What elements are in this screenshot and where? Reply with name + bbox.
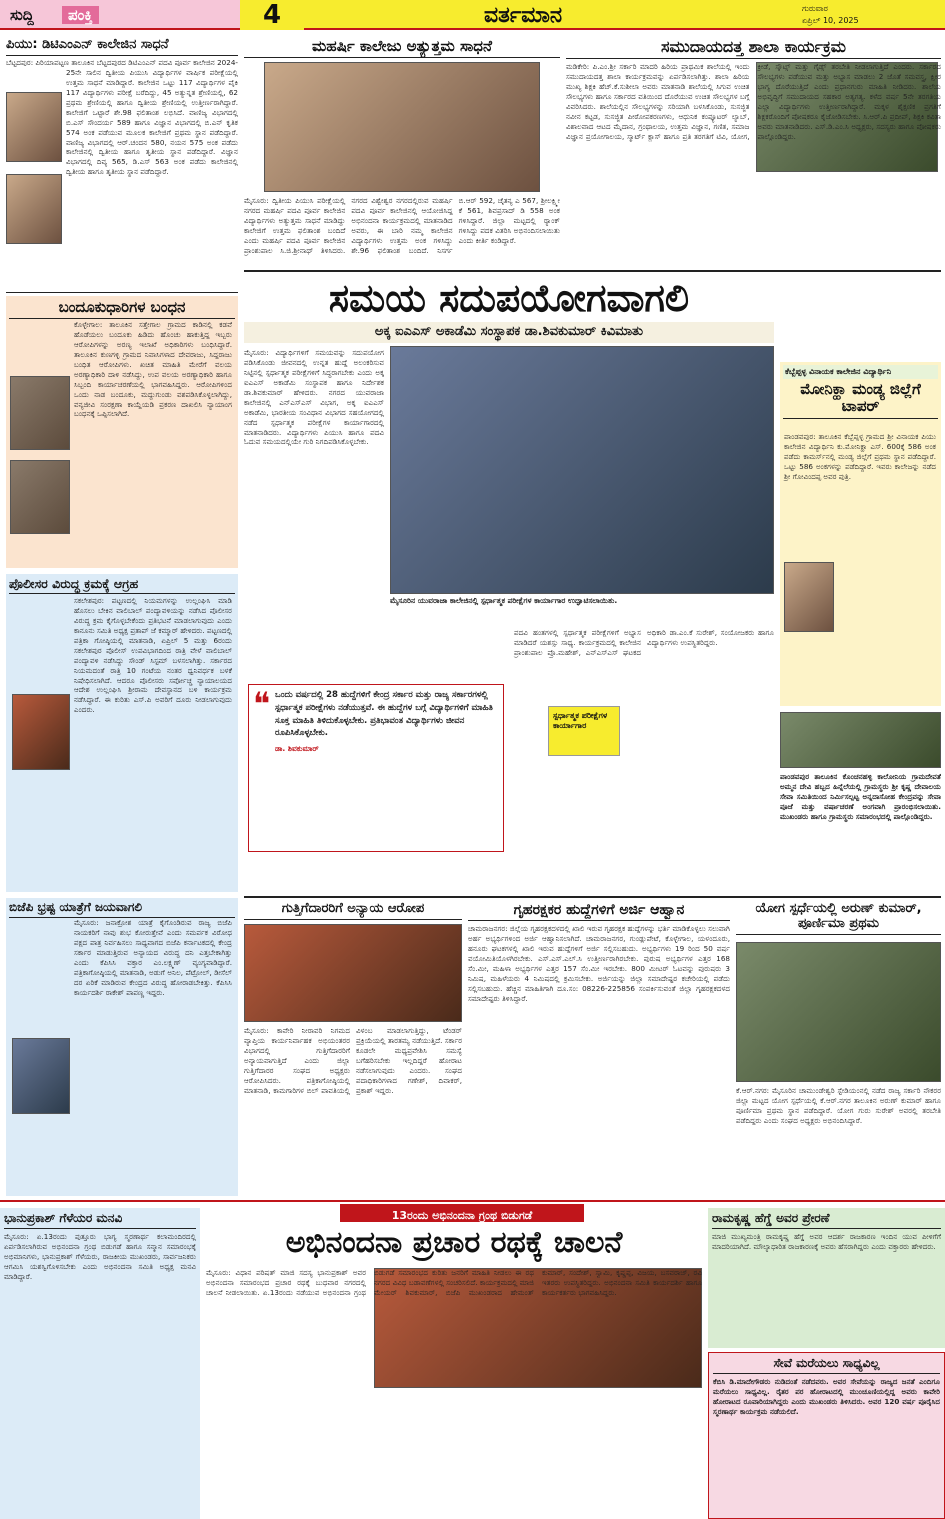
headline: ಪೊಲೀಸರ ವಿರುದ್ಧ ಕ್ರಮಕ್ಕೆ ಆಗ್ರಹ — [9, 577, 235, 594]
article-home-guards — [468, 902, 730, 1196]
body-text-1: ಮೈಸೂರು: ವಿದ್ಯಾರ್ಥಿಗಳಿಗೆ ಸಮಯವನ್ನು ಸದುಪಯೋಗ ಪಡಿಸಿಕೊಂಡು ಜೀವನದಲ್ಲಿ ಉನ್ನತ ಹುದ್ದೆ ಅಲಂಕರಿಸುವ ನಿಟ್ಟಿನಲ್ಲಿ ಸ್ಪರ್ಧಾತ್ಮಕ ಪರೀಕ್ಷೆಗಳಿಗೆ ಸಿದ್ಧರಾಗಬೇಕು ಎಂದು ಅಕ್ಕ ಐಎಎಸ್ ಅಕಾಡೆಮಿ ಸಂಸ್ಥಾಪಕ ಹಾಗೂ ನಿರ್ದೇಶಕ ಡಾ.ಶಿವಕುಮಾರ್ ಹೇಳಿದರು. ನಗರದ ಯುವರಾಜಾ ಕಾಲೇಜಿನಲ್ಲಿ ಎನ್ಎಸ್ಎಸ್ ವಿಭಾಗ, ಅಕ್ಕ ಐಎಎಸ್ ಅಕಾಡೆಮಿ, ಭಾರತೀಯ ಸಂವಿಧಾನ ವಿಭಾಗದ ಸಹಯೋಗದಲ್ಲಿ ನಡೆದ ಸ್ಪರ್ಧಾತ್ಮಕ ಪರೀಕ್ಷೆಗಳ ಕಾರ್ಯಾಗಾರದಲ್ಲಿ ಮಾತನಾಡಿದರು. ವಿದ್ಯಾರ್ಥಿಗಳು ಪಿಯುಸಿ ಹಾಗೂ ಪದವಿ ಓದುವ ಸಮಯದಲ್ಲಿಯೇ ಗುರಿ ನಿಗದಿಪಡಿಸಿಕೊಳ್ಳಬೇಕು. — [244, 348, 384, 447]
article-hegde-inspiration — [708, 1208, 945, 1348]
body-text: ಸಕಲೇಶಪುರ: ಪಟ್ಟಣದಲ್ಲಿ ನಿಯಮಗಳನ್ನು ಉಲ್ಲಂಘಿಸಿ ಮಾಡಿ ಹೊಸಲು ಬೇಕಿನ ವಾಲಿಬಾಲ್ ಪಂದ್ಯಾವಳಿಯನ್ನು ನಡೆಸಿದ ಪೊಲೀಸರ ವಿರುದ್ಧ ಕ್ರಮ ಕೈಗೊಳ್ಳಬೇಕೆಂದು ಪ್ರತಿಭಟನೆ ಮಾಡಲಾಗುವುದು ಎಂದು ಕಾನೂನು ಸಮಿತಿ ಅಧ್ಯಕ್ಷ ಪ್ರತಾಪ್ ಜೆ ಕಮ್ಮಾರ್ ಹೇಳಿದರು. ಪಟ್ಟಣದಲ್ಲಿ ಪತ್ರಿಕಾ ಗೋಷ್ಠಿಯಲ್ಲಿ ಮಾತನಾಡಿ, ಏಪ್ರಿಲ್ 5 ಮತ್ತು 6ರಂದು ಸಕಲೇಶಪುರ ಪೊಲೀಸ್ ಉಪವಿಭಾಗದಿಂದ ರಾತ್ರಿ ವೇಳೆ ವಾಲಿಬಾಲ್ ಪಂದ್ಯಾವಳಿ ನಡೆಸಿದ್ದು ಸೌಂಡ್ ಸಿಸ್ಟಮ್ ಬಳಸಲಾಗಿತ್ತು. ಸರ್ಕಾರದ ನಿಯಮದಂತೆ ರಾತ್ರಿ 10 ಗಂಟೆಯ ನಂತರ ಧ್ವನಿವರ್ಧಕ ಬಳಕೆ ನಿಷೇಧಿಸಲಾಗಿದೆ. ಆದರೂ ಪೊಲೀಸರು ಸರ್ವೋಚ್ಚ ನ್ಯಾಯಾಲಯದ ಆದೇಶ ಉಲ್ಲಂಘಿಸಿ ಶ್ರೀರಾಮ ದೇವಸ್ಥಾನದ ಬಳಿ ಕಾರ್ಯಕ್ರಮ ನಡೆಸಿದ್ದಾರೆ. ಈ ಕುರಿತು ಎಸ್.ಪಿ ಅವರಿಗೆ ದೂರು ನೀಡಲಾಗುವುದು ಎಂದರು. — [74, 596, 232, 715]
felicitation-strap: 13ರಂದು ಅಭಿನಂದನಾ ಗ್ರಂಥ ಬಿಡುಗಡೆ — [340, 1204, 584, 1222]
caption-text: ಪಾಂಡವಪುರ ತಾಲೂಕಿನ ಕೊಂಚನಹಳ್ಳಿ ಕಾಲೋನಿಯ ಗ್ರಾಮದೇವತೆ ಅಮ್ಮನ ದೇವಿ ಹಬ್ಬದ ಹಿನ್ನೆಲೆಯಲ್ಲಿ ಗ್ರಾಮಸ್ಥರು ಶ್ರೀ ಕೃಷ್ಣ ದೇವಾಲಯ ಸೇವಾ ಸಮಿತಿಯಿಂದ ನಿರ್ಮಿಸಲ್ಪಟ್ಟ ಅನ್ನದಾಸೋಹ ಕೇಂದ್ರವನ್ನು ಸೇವಾ ಪೂಜೆ ಮತ್ತು ವರ್ಷಾಚರಣೆ ಅಂಗವಾಗಿ ಪ್ರಾರಂಭಿಸಲಾಯಿತು. ಮುಖಂಡರು ಹಾಗೂ ಗ್ರಾಮಸ್ಥರು ಸಮಾರಂಭದಲ್ಲಿ ಪಾಲ್ಗೊಂಡಿದ್ದರು. — [780, 772, 941, 821]
article-community-school — [566, 38, 941, 266]
headline: ಯೋಗ ಸ್ಪರ್ಧೆಯಲ್ಲಿ ಅರುಣ್ ಕುಮಾರ್, ಪೂರ್ಣಿಮಾ ಪ್ರಥಮ — [736, 902, 941, 935]
body-text: ಮಾಜಿ ಮುಖ್ಯಮಂತ್ರಿ ರಾಮಕೃಷ್ಣ ಹೆಗ್ಡೆ ಅವರ ಆದರ್ಶ ರಾಜಕಾರಣ ಇಂದಿನ ಯುವ ಪೀಳಿಗೆಗೆ ಮಾದರಿಯಾಗಿದೆ. ಮೌಲ್ಯಾಧಾರಿತ ರಾಜಕಾರಣಕ್ಕೆ ಅವರು ಹೆಸರಾಗಿದ್ದರು ಎಂದು ವಕ್ತಾರರು ಹೇಳಿದರು. — [712, 1231, 941, 1251]
brand-title: ವರ್ತಮಾನ — [484, 2, 563, 28]
headline: ಅಭಿನಂದನಾ ಪ್ರಚಾರ ರಥಕ್ಕೆ ಚಾಲನೆ — [285, 1225, 623, 1260]
date-label: ಏಪ್ರಿಲ್ 10, 2025 — [802, 16, 859, 25]
event-stage-photo — [390, 346, 774, 594]
headline: ಮಹರ್ಷಿ ಕಾಲೇಜು ಅತ್ಯುತ್ತಮ ಸಾಧನೆ — [244, 38, 560, 58]
headline: ಗೃಹರಕ್ಷಕರ ಹುದ್ದೆಗಳಿಗೆ ಅರ್ಜಿ ಆಹ್ವಾನ — [468, 902, 730, 921]
headline: ಬಂದೂಕುಧಾರಿಗಳ ಬಂಧನ — [9, 299, 235, 319]
kicker: ಕೆಬ್ಬೆಪ್ಪಳ್ಳ ವಿನಾಯಕ ಕಾಲೇಜಿನ ವಿದ್ಯಾರ್ಥಿನಿ — [783, 365, 938, 379]
headline: ಸಮುದಾಯದತ್ತ ಶಾಲಾ ಕಾರ್ಯಕ್ರಮ — [566, 38, 941, 59]
toppers-group-photo — [264, 62, 540, 192]
sub-headline: ಅಕ್ಕ ಐಎಎಸ್ ಅಕಾಡೆಮಿ ಸಂಸ್ಥಾಪಕ ಡಾ.ಶಿವಕುಮಾರ್ ಕಿವಿಮಾತು — [244, 322, 774, 343]
headline: ಪಿಯು: ಡಿಟಿಎಂಎನ್ ಕಾಲೇಜಿನ ಸಾಧನೆ — [6, 38, 238, 56]
article-service-memory — [708, 1352, 945, 1519]
article-police-action — [6, 574, 238, 892]
body-text-2: ಪದವಿ ಹಂತಗಳಲ್ಲಿ ಸ್ಪರ್ಧಾತ್ಮಕ ಪರೀಕ್ಷೆಗಳಿಗೆ ಅಭ್ಯಾಸ ಮಾಡಿದರೆ ಯಶಸ್ಸು ಸಾಧ್ಯ. ಕಾರ್ಯಕ್ರಮದಲ್ಲಿ ಕಾಲೇಜಿನ ಪ್ರಾಂಶುಪಾಲ ಪ್ರೊ.ಮಹೇಶ್, ಎನ್ಎಸ್ಎಸ್ ಘಟಕದ ಅಧಿಕಾರಿ ಡಾ.ಎಂ.ಕೆ ಸುರೇಶ್, ಸಂಯೋಜಕರು ಹಾಗೂ ವಿದ್ಯಾರ್ಥಿಗಳು ಉಪಸ್ಥಿತರಿದ್ದರು. — [514, 628, 774, 657]
article-time-utilization — [244, 276, 774, 892]
spokesperson-photo — [12, 1038, 70, 1114]
day-label: ಗುರುವಾರ — [802, 4, 828, 13]
headline: ಮೋನಿಕ್ಹಾ ಮಂಡ್ಯ ಜಿಲ್ಲೆಗೆ ಟಾಪರ್ — [783, 379, 938, 419]
headline: ಭಾನುಪ್ರಕಾಶ್ ಗೆಳೆಯರ ಮನವಿ — [4, 1212, 196, 1229]
masthead-left — [0, 0, 240, 30]
body-text: ಚಾಮರಾಜನಗರ: ಜಿಲ್ಲೆಯ ಗೃಹರಕ್ಷಕದಳದಲ್ಲಿ ಖಾಲಿ ಇರುವ ಗೃಹರಕ್ಷಕ ಹುದ್ದೆಗಳನ್ನು ಭರ್ತಿ ಮಾಡಿಕೊಳ್ಳಲು ಸಲುವಾಗಿ ಅರ್ಹ ಅಭ್ಯರ್ಥಿಗಳಿಂದ ಅರ್ಜಿ ಆಹ್ವಾನಿಸಲಾಗಿದೆ. ಚಾಮರಾಜನಗರ, ಗುಂಡ್ಲುಪೇಟೆ, ಕೊಳ್ಳೇಗಾಲ, ಯಳಂದೂರು, ಹನೂರು ಘಟಕಗಳಲ್ಲಿ ಖಾಲಿ ಇರುವ ಹುದ್ದೆಗಳಿಗೆ ಅರ್ಜಿ ಸಲ್ಲಿಸಬಹುದು. ಅಭ್ಯರ್ಥಿಗಳು 19 ರಿಂದ 50 ವರ್ಷ ವಯೋಮಿತಿಯೊಳಗಿರಬೇಕು. ಎಸ್.ಎಸ್.ಎಲ್.ಸಿ ಉತ್ತೀರ್ಣರಾಗಿರಬೇಕು. ಪುರುಷ ಅಭ್ಯರ್ಥಿಗಳ ಎತ್ತರ 168 ಸೆಂ.ಮೀ, ಮಹಿಳಾ ಅಭ್ಯರ್ಥಿಗಳ ಎತ್ತರ 157 ಸೆಂ.ಮೀ ಇರಬೇಕು. 800 ಮೀಟರ್ ಓಟವನ್ನು ಪುರುಷರು 3 ನಿಮಿಷ, ಮಹಿಳೆಯರು 4 ನಿಮಿಷದಲ್ಲಿ ಕ್ರಮಿಸಬೇಕು. ಅರ್ಜಿಯನ್ನು ಜಿಲ್ಲಾ ಸಮಾದೇಷ್ಟರ ಕಚೇರಿಯಲ್ಲಿ ಪಡೆದು ಸಲ್ಲಿಸಬಹುದು. ಹೆಚ್ಚಿನ ಮಾಹಿತಿಗಾಗಿ ದೂ.ಸಂ: 08226-225856 ಸಂಪರ್ಕಿಸುವಂತೆ ಜಿಲ್ಲಾ ಗೃಹರಕ್ಷಕದಳದ ಸಮಾದೇಷ್ಟರು ತಿಳಿಸಿದ್ದಾರೆ. — [468, 924, 730, 1003]
article-maharshi-college — [244, 38, 560, 266]
headline: ಸೇವೆ ಮರೆಯಲು ಸಾಧ್ಯವಿಲ್ಲ — [713, 1357, 940, 1374]
section-label-left: ಸುದ್ದಿ — [10, 6, 34, 24]
section-label-right: ಪಂಕ್ತಿ — [62, 6, 99, 24]
temple-crowd-photo — [780, 712, 941, 768]
headline: ಬಿಜೆಪಿ ಭ್ರಷ್ಟ ಯಾತ್ರೆಗೆ ಜಯವಾಗಲಿ — [9, 901, 235, 918]
quote-text: ಒಂದು ವರ್ಷದಲ್ಲಿ 28 ಹುದ್ದೆಗಳಿಗೆ ಕೇಂದ್ರ ಸರ್ಕಾರ ಮತ್ತು ರಾಜ್ಯ ಸರ್ಕಾರಗಳಲ್ಲಿ ಸ್ಪರ್ಧಾತ್ಮಕ ಪರೀಕ್ಷೆಗಳು ನಡೆಯುತ್ತವೆ. ಈ ಹುದ್ದೆಗಳ ಬಗ್ಗೆ ವಿದ್ಯಾರ್ಥಿಗಳಿಗೆ ಮಾಹಿತಿ ಸೂಕ್ತ ಮಾಹಿತಿ ತಿಳಿದುಕೊಳ್ಳಬೇಕು. ಪ್ರತಿಭಾವಂತ ವಿದ್ಯಾರ್ಥಿಗಳು ಜೀವನ ರೂಪಿಸಿಕೊಳ್ಳಬೇಕು. — [275, 690, 493, 739]
photo-caption: ಮೈಸೂರಿನ ಯುವರಾಜಾ ಕಾಲೇಜಿನಲ್ಲಿ ಸ್ಪರ್ಧಾತ್ಮಕ ಪರೀಕ್ಷೆಗಳ ಕಾರ್ಯಾಗಾರ ಉದ್ಘಾಟಿಸಲಾಯಿತು. — [390, 596, 618, 605]
article-arrest — [6, 296, 238, 568]
masthead-date — [794, 0, 945, 30]
body-text: ಮೈಸೂರು: ಕಾವೇರಿ ನೀರಾವರಿ ನಿಗಮದ ವ್ಯಾಪ್ತಿಯ ಕಾರ್ಯನಿರ್ವಾಹಕ ಅಭಿಯಂತರರ ವಿಭಾಗದಲ್ಲಿ ಗುತ್ತಿಗೆದಾರರಿಗೆ ಅನ್ಯಾಯವಾಗುತ್ತಿದೆ ಎಂದು ಜಿಲ್ಲಾ ಗುತ್ತಿಗೆದಾರರ ಸಂಘದ ಅಧ್ಯಕ್ಷರು ಆರೋಪಿಸಿದರು. ಪತ್ರಿಕಾಗೋಷ್ಠಿಯಲ್ಲಿ ಮಾತನಾಡಿ, ಕಾಮಗಾರಿಗಳ ಬಿಲ್ ಪಾವತಿಯಲ್ಲಿ ವಿಳಂಬ ಮಾಡಲಾಗುತ್ತಿದ್ದು, ಟೆಂಡರ್ ಪ್ರಕ್ರಿಯೆಯಲ್ಲಿ ತಾರತಮ್ಯ ನಡೆಯುತ್ತಿದೆ. ಸರ್ಕಾರ ಕೂಡಲೇ ಮಧ್ಯಪ್ರವೇಶಿಸಿ ಸಮಸ್ಯೆ ಬಗೆಹರಿಸಬೇಕು ಇಲ್ಲದಿದ್ದರೆ ಹೋರಾಟ ನಡೆಸಲಾಗುವುದು ಎಂದರು. ಸಂಘದ ಪದಾಧಿಕಾರಿಗಳಾದ ಗಣೇಶ್, ದಿವಾಕರ್, ಪ್ರಕಾಶ್ ಇದ್ದರು. — [244, 1026, 462, 1095]
article-friends-appeal — [0, 1208, 200, 1519]
yoga-winners-photo — [736, 942, 941, 1082]
article-dtmn-college — [6, 38, 238, 288]
body-text: ಮೈಸೂರು: ದ್ವಿತೀಯ ಪಿಯುಸಿ ಪರೀಕ್ಷೆಯಲ್ಲಿ ನಗರದ ಮಹರ್ಷಿ ಪದವಿ ಪೂರ್ವ ಕಾಲೇಜಿನ ವಿದ್ಯಾರ್ಥಿಗಳು ಅತ್ಯುತ್ತಮ ಸಾಧನೆ ಮಾಡಿದ್ದು ಕಾಲೇಜಿಗೆ ಉತ್ತಮ ಫಲಿತಾಂಶ ಬಂದಿದೆ ಎಂದು ಮಹರ್ಷಿ ಪದವಿ ಪೂರ್ವ ಕಾಲೇಜಿನ ಪ್ರಾಂಶುಪಾಲ ಸಿ.ಜಿ.ಶ್ರೀನಾಥ್ ತಿಳಿಸಿದರು. ನಗರದ ವಿಶ್ವೇಶ್ವರ ನಗರದಲ್ಲಿರುವ ಮಹರ್ಷಿ ಪದವಿ ಪೂರ್ವ ಕಾಲೇಜಿನಲ್ಲಿ ಆಯೋಜಿಸಿದ್ದ ಅಭಿನಂದನಾ ಕಾರ್ಯಕ್ರಮದಲ್ಲಿ ಮಾತನಾಡಿದ ಅವರು, ಈ ಬಾರಿ ನಮ್ಮ ಕಾಲೇಜಿನ ವಿದ್ಯಾರ್ಥಿಗಳು ಉತ್ತಮ ಅಂಕ ಗಳಿಸಿದ್ದು ಶೇ.96 ಫಲಿತಾಂಶ ಬಂದಿದೆ. ನಿಸರ್ಗ ಬಿ.ಆರ್ 592, ಚೈತನ್ಯ ಎ 567, ಶ್ರೀಲಕ್ಷ್ಮೀ ಕೆ 561, ಶಿವಪ್ರಸಾದ್ ಡಿ 558 ಅಂಕ ಗಳಿಸಿದ್ದಾರೆ. ಜಿಲ್ಲಾ ಮಟ್ಟದಲ್ಲಿ ರ್‍ಯಾಂಕ್ ಗಳಿಸಿದ್ದು ಪದಕ ವಿತರಿಸಿ ಅಭಿನಂದಿಸಲಾಯಿತು ಎಂದು ಕೀರ್ತಿ ಕಂಡಿದ್ದಾರೆ. — [244, 196, 560, 255]
page-number: 4 — [240, 0, 304, 30]
body-text: ಪಾಂಡವಪುರ: ತಾಲೂಕಿನ ಕೆಬ್ಬೆಪ್ಪಳ್ಳ ಗ್ರಾಮದ ಶ್ರೀ ವಿನಾಯಕ ಪಿಯು ಕಾಲೇಜಿನ ವಿದ್ಯಾರ್ಥಿನಿ ಕು.ಮೋನಿಕ್ಹಾ ಎಸ್. 600ಕ್ಕೆ 586 ಅಂಕ ಪಡೆದು ಕಾಮರ್ಸ್‌ನಲ್ಲಿ ಮಂಡ್ಯ ಜಿಲ್ಲೆಗೆ ಪ್ರಥಮ ಸ್ಥಾನ ಪಡೆದಿದ್ದಾರೆ. ಒಟ್ಟು 586 ಅಂಕಗಳನ್ನು ಪಡೆದಿದ್ದಾರೆ. ಇವರು ಕಾಲೇಜನ್ನು ನಡೆದ ಶ್ರೀ ಗೋವಿಂದಪ್ಪ ಅವರ ಪುತ್ರಿ. — [784, 432, 936, 481]
quote-mark-icon: ❝ — [253, 685, 271, 723]
main-headline: ಸಮಯ ಸದುಪಯೋಗವಾಗಲಿ — [328, 276, 690, 320]
press-meet-photo — [244, 924, 462, 1022]
body-text: ಮಡಿಕೇರಿ: ಪಿ.ಎಂ.ಶ್ರೀ ಸರ್ಕಾರಿ ಮಾದರಿ ಹಿರಿಯ ಪ್ರಾಥಮಿಕ ಶಾಲೆಯಲ್ಲಿ ಇಂದು ಸಮುದಾಯದತ್ತ ಶಾಲಾ ಕಾರ್ಯಕ್ರಮವನ್ನು ಏರ್ಪಡಿಸಲಾಗಿತ್ತು. ಶಾಲಾ ಹಿರಿಯ ಮುಖ್ಯ ಶಿಕ್ಷಕಿ ಹೆಚ್.ಕೆ.ಸುಶೀಲಾ ಅವರು ಮಾತನಾಡಿ ಶಾಲೆಯಲ್ಲಿ ಸಿಗುವ ಉಚಿತ ಸೌಲಭ್ಯಗಳು ಹಾಗೂ ಸರ್ಕಾರದ ವತಿಯಿಂದ ದೊರೆಯುವ ಉಚಿತ ಸೌಲಭ್ಯಗಳ ಬಗ್ಗೆ ವಿವರಿಸಿದರು. ಶಾಲೆಯಲ್ಲಿನ ಸೌಲಭ್ಯಗಳನ್ನು ಸರಿಯಾಗಿ ಬಳಸಿಕೊಂಡು, ಸುಸಜ್ಜಿತ ನವೀನ ಕಟ್ಟಡ, ಸುಸಜ್ಜಿತ ಪೀಠೋಪಕರಣಗಳು, ಆಧುನಿಕ ಕಂಪ್ಯೂಟರ್ ಲ್ಯಾಬ್, ವಿಶಾಲವಾದ ಆಟದ ಮೈದಾನ, ಗ್ರಂಥಾಲಯ, ಉತ್ತಮ ವಿಜ್ಞಾನ, ಗಣಿತ, ಸಮಾಜ ವಿಜ್ಞಾನ ಪ್ರಯೋಗಾಲಯ, ಸ್ಮಾರ್ಟ್ ಕ್ಲಾಸ್ ಹಾಗೂ ಪ್ರತಿ ತರಗತಿಗೆ ಟಿವಿ, ಯೋಗ, ಕ್ರೀಡೆ, ಸ್ಕೌಟ್ಸ್ ಮತ್ತು ಗೈಡ್ಸ್ ತರಬೇತಿ ನೀಡಲಾಗುತ್ತಿದೆ ಎಂದರು. ಸರ್ಕಾರದ ಸೌಲಭ್ಯಗಳು ಪಡೆಯುವ ಮತ್ತು ಅಭ್ಯಾಸ ಮಾಡಲು 2 ಜೊತೆ ಸಮವಸ್ತ್ರ, ಕ್ಷೀರ ಭಾಗ್ಯ ದೊರೆಯುತ್ತಿದೆ ಎಂದು ಪ್ರಧಾನಗುರು ಮಾಹಿತಿ ನೀಡಿದರು. ಶಾಲೆಯ ಅಭಿವೃದ್ಧಿಗೆ ಸಮುದಾಯದ ಸಹಕಾರ ಅತ್ಯಗತ್ಯ. ಕಳೆದ ವರ್ಷ 5ನೇ ತರಗತಿಯ ಎಲ್ಲಾ ವಿದ್ಯಾರ್ಥಿಗಳು ಉತ್ತೀರ್ಣರಾಗಿದ್ದಾರೆ. ಮಕ್ಕಳ ಶೈಕ್ಷಣಿಕ ಪ್ರಗತಿಗೆ ಶಿಕ್ಷಕರೊಂದಿಗೆ ಪೋಷಕರೂ ಕೈಜೋಡಿಸಬೇಕು. ಸಿ.ಆರ್.ಪಿ ಪ್ರದೀಪ್, ಶಿಕ್ಷಕಿ ಕವಿತಾ ಅವರು ಮಾತನಾಡಿದರು. ಎಸ್.ಡಿ.ಎಂ.ಸಿ ಅಧ್ಯಕ್ಷರು, ಸದಸ್ಯರು ಹಾಗೂ ಪೋಷಕರು ಪಾಲ್ಗೊಂಡಿದ್ದರು. — [566, 62, 941, 141]
article-temple-feast — [780, 712, 941, 892]
quote-attribution: ಡಾ. ಶಿವಕುಮಾರ್ — [275, 744, 319, 753]
body-text: ಕೆಬಿಸಿ ಡಿ.ಮಾದೇಗೌಡರು ನುಡಿದಂತೆ ನಡೆದವರು. ಅವರ ಸೇವೆಯನ್ನು ರಾಜ್ಯದ ಜನತೆ ಎಂದಿಗೂ ಮರೆಯಲು ಸಾಧ್ಯವಿಲ್ಲ. ರೈತರ ಪರ ಹೋರಾಟದಲ್ಲಿ ಮುಂಚೂಣಿಯಲ್ಲಿದ್ದ ಅವರು ಕಾವೇರಿ ಹೋರಾಟದ ರೂವಾರಿಯಾಗಿದ್ದರು ಎಂದು ಮುಖಂಡರು ತಿಳಿಸಿದರು. ಅವರ 120 ವರ್ಷ ಪೂರೈಸಿದ ಸ್ಮರಣಾರ್ಥ ಕಾರ್ಯಕ್ರಮ ನಡೆಯಲಿದೆ. — [713, 1376, 940, 1416]
body-text: ಕೆ.ಆರ್.ನಗರ: ಮೈಸೂರಿನ ಚಾಮುಂಡೇಶ್ವರಿ ಸ್ಟೇಡಿಯಂನಲ್ಲಿ ನಡೆದ ರಾಜ್ಯ ಸರ್ಕಾರಿ ನೌಕರರ ಜಿಲ್ಲಾ ಮಟ್ಟದ ಯೋಗ ಸ್ಪರ್ಧೆಯಲ್ಲಿ ಕೆ.ಆರ್.ನಗರ ತಾಲೂಕಿನ ಅರುಣ್ ಕುಮಾರ್ ಹಾಗೂ ಪೂರ್ಣಿಮಾ ಪ್ರಥಮ ಸ್ಥಾನ ಪಡೆದಿದ್ದಾರೆ. ಯೋಗ ಗುರು ಸುರೇಶ್ ಅವರಲ್ಲಿ ತರಬೇತಿ ಪಡೆದಿದ್ದರು ಎಂದು ಸಂಘದ ಅಧ್ಯಕ್ಷರು ಅಭಿನಂದಿಸಿದ್ದಾರೆ. — [736, 1086, 941, 1125]
speaker-photo — [12, 694, 70, 770]
body-text: ಮೈಸೂರು: ಏ.13ರಂದು ಪುತ್ತೂರು ಭಾಗ್ಯ ಸ್ಮರಣಾರ್ಥ ಕಲಾಮಂದಿರದಲ್ಲಿ ಏರ್ಪಡಿಸಲಾಗಿರುವ ಅಭಿನಂದನಾ ಗ್ರಂಥ ಬಿಡುಗಡೆ ಹಾಗೂ ಸನ್ಮಾನ ಸಮಾರಂಭಕ್ಕೆ ಅಭಿಮಾನಿಗಳು, ಭಾನುಪ್ರಕಾಶ್ ಗೆಳೆಯರು, ರಾಜಕೀಯ ಮುಖಂಡರು, ಸಾರ್ವಜನಿಕರು ಆಗಮಿಸಿ ಯಶಸ್ವಿಗೊಳಿಸಬೇಕು ಎಂದು ಅಭಿನಂದನಾ ಸಮಿತಿ ಅಧ್ಯಕ್ಷ ಮನವಿ ಮಾಡಿದ್ದಾರೆ. — [4, 1231, 196, 1281]
article-campaign-chariot — [206, 1224, 702, 1519]
article-yoga-contest — [736, 902, 941, 1196]
body-text: ಬೆಟ್ಟದಪುರ: ಪಿರಿಯಾಪಟ್ಟಣ ತಾಲೂಕಿನ ಬೆಟ್ಟದಪುರದ ಡಿಟಿಎಂಎನ್ ಪದವಿ ಪೂರ್ವ ಕಾಲೇಜಿನ 2024-25ನೇ ಸಾಲಿನ ದ್ವಿತೀಯ ಪಿಯುಸಿ ವಿದ್ಯಾರ್ಥಿಗಳ ವಾರ್ಷಿಕ ಪರೀಕ್ಷೆಯಲ್ಲಿ ಉತ್ತಮ ಸಾಧನೆ ಮಾಡಿದ್ದಾರೆ. ಕಾಲೇಜಿನ ಒಟ್ಟು 117 ವಿದ್ಯಾರ್ಥಿಗಳ ಪೈಕಿ 117 ವಿದ್ಯಾರ್ಥಿಗಳು ಪರೀಕ್ಷೆ ಬರೆದಿದ್ದು, 45 ಅತ್ಯುನ್ನತ ಶ್ರೇಣಿಯಲ್ಲಿ, 62 ಪ್ರಥಮ ಶ್ರೇಣಿಯಲ್ಲಿ ಹಾಗೂ ದ್ವಿತೀಯ ಶ್ರೇಣಿಯಲ್ಲಿ ಉತ್ತೀರ್ಣರಾಗಿದ್ದಾರೆ. ಕಾಲೇಜಿಗೆ ಒಟ್ಟಾರೆ ಶೇ.98 ಫಲಿತಾಂಶ ಲಭಿಸಿದೆ. ವಾಣಿಜ್ಯ ವಿಭಾಗದಲ್ಲಿ ಬಿ.ಎಸ್ ಸೌಂದರ್ಯ 589 ಹಾಗೂ ವಿಜ್ಞಾನ ವಿಭಾಗದಲ್ಲಿ ಬಿ.ಎನ್ ಕೃತಿಕ 574 ಅಂಕ ಪಡೆಯುವ ಮೂಲಕ ಕಾಲೇಜಿಗೆ ಪ್ರಥಮ ಸ್ಥಾನ ಪಡೆದಿದ್ದಾರೆ. ವಾಣಿಜ್ಯ ವಿಭಾಗದಲ್ಲಿ ಆರ್.ಚಂದನ 580, ನಯನ 575 ಅಂಕ ಪಡೆದು ಕಾಲೇಜಿನಲ್ಲಿ ದ್ವಿತೀಯ ಹಾಗೂ ತೃತೀಯ ಸ್ಥಾನ ಪಡೆದಿದ್ದಾರೆ. ವಿಜ್ಞಾನ ವಿಭಾಗದಲ್ಲಿ ದಿವ್ಯ 565, ಡಿ.ಎಸ್ 563 ಅಂಕ ಪಡೆದು ಕಾಲೇಜಿನಲ್ಲಿ ದ್ವಿತೀಯ ಹಾಗೂ ತೃತೀಯ ಸ್ಥಾನ ಪಡೆದಿದ್ದಾರೆ. — [6, 58, 238, 177]
headline: ಗುತ್ತಿಗೆದಾರರಿಗೆ ಅನ್ಯಾಯ ಆರೋಪ — [244, 902, 462, 920]
workshop-tag: ಸ್ಪರ್ಧಾತ್ಮಕ ಪರೀಕ್ಷೆಗಳ ಕಾರ್ಯಾಗಾರ — [548, 706, 620, 756]
headline: ರಾಮಕೃಷ್ಣ ಹೆಗ್ಡೆ ಅವರ ಪ್ರೇರಣೆ — [712, 1212, 941, 1229]
article-bjp-yatra — [6, 898, 238, 1196]
body-text: ಕೊಳ್ಳೇಗಾಲ: ತಾಲೂಕಿನ ಸತ್ತೇಗಾಲ ಗ್ರಾಮದ ಕಾಡಿನಲ್ಲಿ ಕಡವೆ ಹೊಡೆಯಲು ಬಂದೂಕು ಹಿಡಿದು ಹೊಂಚು ಹಾಕುತ್ತಿದ್ದ ಇಬ್ಬರು ಆರೋಪಿಗಳನ್ನು ಅರಣ್ಯ ಇಲಾಖೆ ಅಧಿಕಾರಿಗಳು ಬಂಧಿಸಿದ್ದಾರೆ. ತಾಲೂಕಿನ ಕುಣಗಳ್ಳಿ ಗ್ರಾಮದ ನಿವಾಸಿಗಳಾದ ದೇವರಾಜು, ಸಿದ್ದರಾಜು ಬಂಧಿತ ಆರೋಪಿಗಳು. ಖಚಿತ ಮಾಹಿತಿ ಮೇರೆಗೆ ವಲಯ ಅರಣ್ಯಾಧಿಕಾರಿ ದಾಳಿ ನಡೆಸಿದ್ದು, ಉಪ ವಲಯ ಅರಣ್ಯಾಧಿಕಾರಿ ಹಾಗೂ ಸಿಬ್ಬಂದಿ ಕಾರ್ಯಾಚರಣೆಯಲ್ಲಿ ಭಾಗವಹಿಸಿದ್ದರು. ಆರೋಪಿಗಳಿಂದ ಒಂದು ನಾಡ ಬಂದೂಕು, ಮದ್ದುಗುಂಡು ವಶಪಡಿಸಿಕೊಳ್ಳಲಾಗಿದ್ದು, ವನ್ಯಜೀವಿ ಸಂರಕ್ಷಣಾ ಕಾಯ್ದೆಯಡಿ ಪ್ರಕರಣ ದಾಖಲಿಸಿ ನ್ಯಾಯಾಂಗ ಬಂಧನಕ್ಕೆ ಒಪ್ಪಿಸಲಾಗಿದೆ. — [74, 320, 232, 419]
body-text: ಮೈಸೂರು: ವಿಧಾನ ಪರಿಷತ್ ಮಾಜಿ ಸದಸ್ಯ ಭಾನುಪ್ರಕಾಶ್ ಅವರ ಅಭಿನಂದನಾ ಸಮಾರಂಭದ ಪ್ರಚಾರ ರಥಕ್ಕೆ ಬುಧವಾರ ನಗರದಲ್ಲಿ ಚಾಲನೆ ನೀಡಲಾಯಿತು. ಏ.13ರಂದು ನಡೆಯುವ ಅಭಿನಂದನಾ ಗ್ರಂಥ ಬಿಡುಗಡೆ ಸಮಾರಂಭದ ಕುರಿತು ಜನರಿಗೆ ಮಾಹಿತಿ ನೀಡಲು ಈ ರಥ ನಗರದ ವಿವಿಧ ಬಡಾವಣೆಗಳಲ್ಲಿ ಸಂಚರಿಸಲಿದೆ. ಕಾರ್ಯಕ್ರಮದಲ್ಲಿ ಮಾಜಿ ಮೇಯರ್ ಶಿವಕುಮಾರ್, ಬಿಜೆಪಿ ಮುಖಂಡರಾದ ಹೇಮಂತ್ ಕುಮಾರ್, ಸಂದೇಶ್, ಸ್ವಾಮಿ, ಕೃಷ್ಣಪ್ಪ, ವಿಜಯ, ಬಸವರಾಜ್, ರವಿ ಇತರರು ಉಪಸ್ಥಿತರಿದ್ದರು. ಅಭಿನಂದನಾ ಸಮಿತಿ ಕಾರ್ಯದರ್ಶಿ ಹಾಗೂ ಕಾರ್ಯಕರ್ತರು ಭಾಗವಹಿಸಿದ್ದರು. — [206, 1268, 702, 1297]
article-contractors — [244, 902, 462, 1196]
body-text: ಮೈಸೂರು: ಜನಾಕ್ರೋಶ ಯಾತ್ರೆ ಕೈಗೊಂಡಿರುವ ರಾಜ್ಯ ಬಿಜೆಪಿ ನಾಯಕರಿಗೆ ನಾವು ಶುಭ ಕೋರುತ್ತೇವೆ ಎಂದು ಸಮರ್ಪಕ ವಿರೋಧ ಪಕ್ಷದ ಪಾತ್ರ ನಿರ್ವಹಿಸಲು ಸಾಧ್ಯವಾಗದ ಬಿಜೆಪಿ ಕರ್ನಾಟಕದಲ್ಲಿ ಕೇಂದ್ರ ಸರ್ಕಾರ ಮಾಡುತ್ತಿರುವ ಅನ್ಯಾಯದ ವಿರುದ್ಧ ದನಿ ಎತ್ತಬೇಕಾಗಿತ್ತು ಎಂದು ಕೆಪಿಸಿಸಿ ವಕ್ತಾರ ಎಂ.ಲಕ್ಷ್ಮಣ್ ವ್ಯಂಗ್ಯವಾಡಿದ್ದಾರೆ. ಪತ್ರಿಕಾಗೋಷ್ಠಿಯಲ್ಲಿ ಮಾತನಾಡಿ, ಅಡುಗೆ ಅನಿಲ, ಪೆಟ್ರೋಲ್, ಡೀಸೆಲ್ ದರ ಏರಿಕೆ ಮಾಡಿರುವ ಕೇಂದ್ರದ ವಿರುದ್ಧ ಹೋರಾಡಬೇಕಿತ್ತು. ಕೆಪಿಸಿಸಿ ಕಾರ್ಯದರ್ಶಿ ರಾಕೇಶ್ ಪಾಪಣ್ಣ ಇದ್ದರು. — [74, 918, 232, 997]
article-district-topper — [780, 362, 941, 706]
quote-box — [248, 684, 504, 852]
accused-photo-1 — [10, 376, 70, 450]
masthead-brand — [304, 0, 794, 30]
accused-photo-2 — [10, 460, 70, 534]
